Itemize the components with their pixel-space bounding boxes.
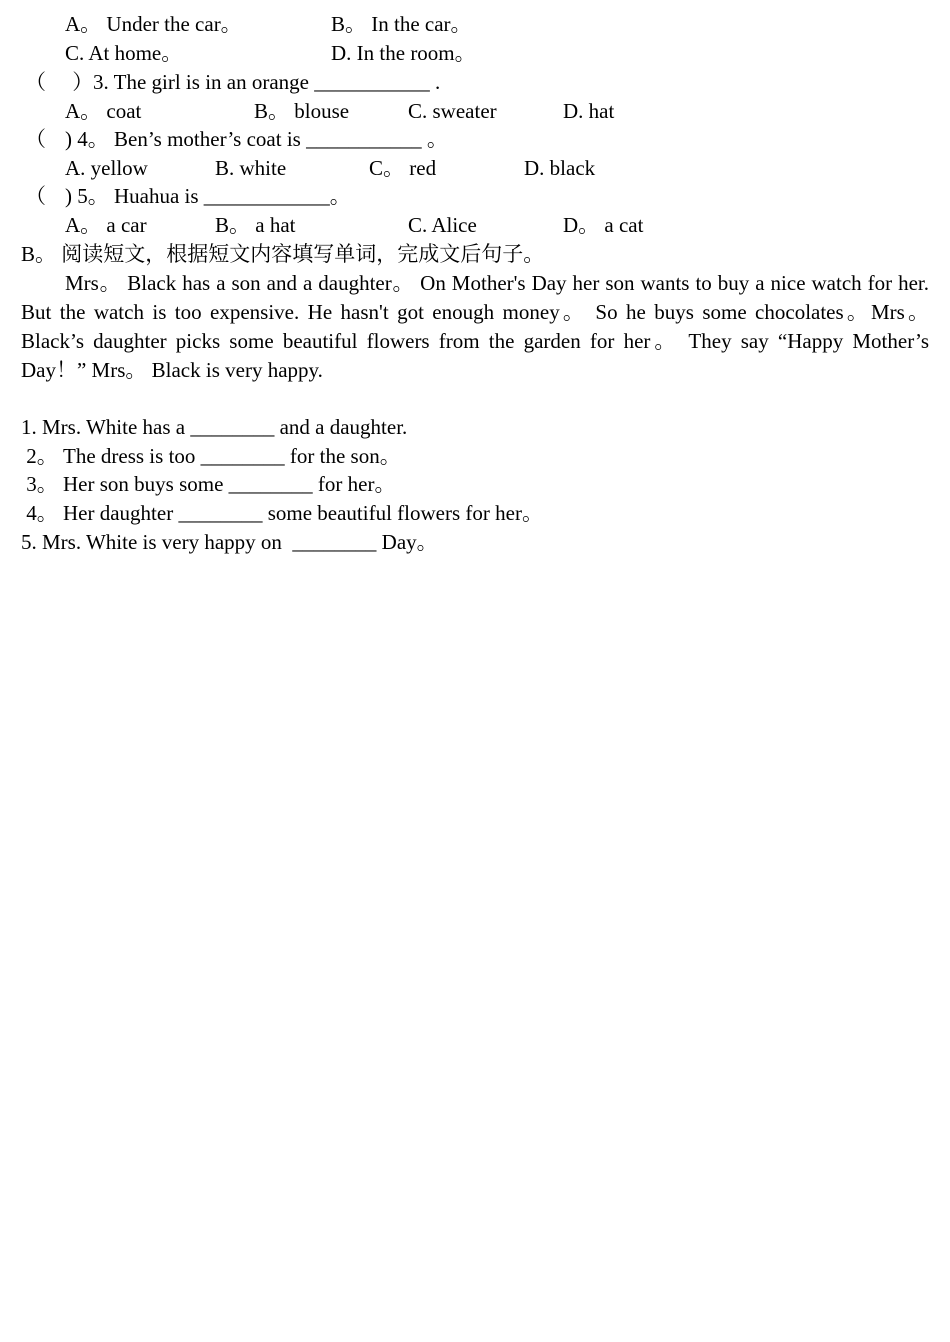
q3-option-c: C. sweater — [408, 99, 497, 123]
q2-option-d: D. In the room。 — [331, 41, 476, 65]
q2-option-a: A。 Under the car。 — [65, 12, 242, 36]
q4-options-row — [0, 154, 596, 183]
q3-option-a: A。 coat — [65, 99, 142, 123]
fill-sentence-3: 3。 Her son buys some ________ for her。 — [21, 472, 396, 496]
fill-sentence-2: 2。 The dress is too ________ for the son。 — [21, 444, 401, 468]
q3-answer-paren: （ ） — [25, 70, 94, 94]
q3-stem: 3. The girl is in an orange ___________ . — [93, 70, 441, 94]
fill-sentence-5: 5. Mrs. White is very happy on ________ Day。 — [21, 530, 438, 554]
q4-answer-paren: （ — [25, 127, 46, 151]
q4-stem-row — [0, 125, 448, 154]
q4-option-c: C。 red — [369, 156, 437, 180]
q5-option-d: D。 a cat — [563, 213, 644, 237]
q2-options-row-2 — [0, 39, 476, 68]
reading-passage: Mrs。 Black has a son and a daughter。 On Mother's Day her son wants to buy a nice watch for her. But the watch is too expensive. He hasn't got enough money。 So he buys some chocolates。Mrs。 Black’s daughter picks some beautiful flowers from the garden for her。 They say “Happy Mother’s Day！” Mrs。 Black is very happy. — [21, 271, 929, 382]
q4-option-d: D. black — [524, 156, 596, 180]
q5-option-a: A。 a car — [65, 213, 147, 237]
q5-stem-row — [0, 182, 351, 211]
q2-option-b: B。 In the car。 — [331, 12, 472, 36]
q3-option-b: B。 blouse — [254, 99, 350, 123]
q4-option-b: B. white — [215, 156, 287, 180]
fill-sentence-1: 1. Mrs. White has a ________ and a daughter. — [21, 415, 408, 439]
q3-option-d: D. hat — [563, 99, 615, 123]
q5-options-row — [0, 211, 644, 240]
q4-option-a: A. yellow — [65, 156, 148, 180]
q2-options-row-1 — [0, 10, 472, 39]
section-b-heading: B。 阅读短文，根据短文内容填写单词，完成文后句子。 — [21, 242, 545, 266]
q4-stem: ) 4。 Ben’s mother’s coat is ___________ 。 — [65, 127, 448, 151]
q5-option-b: B。 a hat — [215, 213, 296, 237]
q2-option-c: C. At home。 — [65, 41, 183, 65]
q5-option-c: C. Alice — [408, 213, 477, 237]
q3-options-row — [0, 97, 615, 126]
q5-stem: ) 5。 Huahua is ____________。 — [65, 184, 351, 208]
q5-answer-paren: （ — [25, 184, 46, 208]
fill-sentence-4: 4。 Her daughter ________ some beautiful flowers for her。 — [21, 501, 543, 525]
q3-stem-row — [0, 68, 441, 97]
